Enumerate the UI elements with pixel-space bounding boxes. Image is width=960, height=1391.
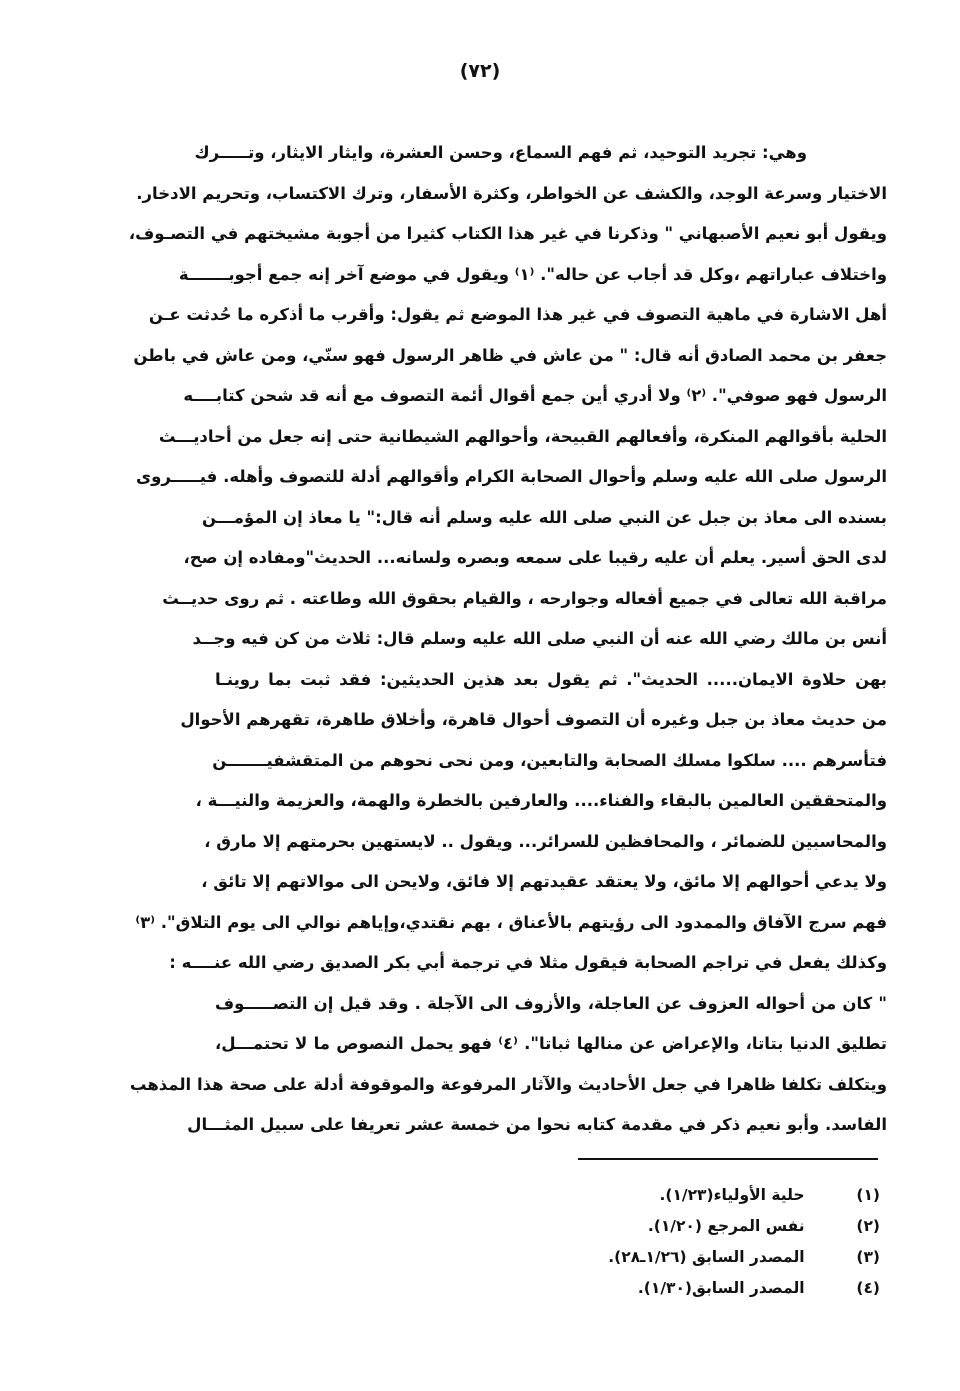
footnote-number: (٢) <box>856 1217 880 1235</box>
body-text <box>128 133 887 1146</box>
page-number: (٧٢) <box>459 60 501 82</box>
text-line: لدى الحق أسير. يعلم أن عليه رقيبا على سمعه وبصره ولسانه... الحديث"ومفاده إن صح، <box>183 548 887 567</box>
text-line: والمحاسبين للضمائر ، والمحافظين للسرائر... ويقول .. لايستهين بحرمتهم إلا مارق ، <box>204 831 887 851</box>
text-line: أهل الاشارة في ماهية التصوف في غير هذا الموضع ثم يقول: وأقرب ما أذكره ما حُدثت عـن <box>148 305 887 324</box>
text-line: جعفر بن محمد الصادق أنه قال: " من عاش في ظاهر الرسول فهو سنّي، ومن عاش في باطن <box>133 345 887 365</box>
text-line: والمتحققين العالمين بالبقاء والفناء.... والعارفين بالخطرة والهمة، والعزيمة والنيـــة ، <box>195 791 887 810</box>
footnote-separator <box>578 1158 878 1160</box>
text-line: من حديث معاذ بن جبل وغيره أن التصوف أحوال قاهرة، وأخلاق طاهرة، تقهرهم الأحوال <box>180 710 887 729</box>
text-line: أنس بن مالك رضي الله عنه أن النبي صلى الله عليه وسلم قال: ثلاث من كن فيه وجــد <box>192 629 887 648</box>
footnotes <box>560 1180 880 1304</box>
text-line: الرسول فهو صوفي". ⁽٢⁾ ولا أدري أين جمع أقوال أئمة التصوف مع أنه قد شحن كتابــــه <box>183 386 887 405</box>
footnote-text: المصدر السابق (١/٢٦ـ٢٨). <box>608 1248 805 1266</box>
footnote-text: المصدر السابق(١/٣٠). <box>637 1279 805 1297</box>
footnote-text: نفس المرجع (١/٢٠). <box>647 1217 805 1235</box>
text-line: فهم سرج الآفاق والممدود الى رؤيتهم بالأعناق ، بهم نقتدي،وإياهم نوالي الى يوم التلاق". ⁽٣⁾ <box>135 912 887 932</box>
text-line: واختلاف عباراتهم ،وكل قد أجاب عن حاله". ⁽١⁾ ويقول في موضع آخر إنه جمع أجوبـــــــة <box>178 264 887 284</box>
text-line: بهن حلاوة الايمان..... الحديث". ثم يقول بعد هذين الحديثين: فقد ثبت بما روينـا <box>215 669 887 689</box>
footnote-number: (١) <box>856 1186 880 1204</box>
footnote <box>560 1273 880 1304</box>
text-line: الرسول صلى الله عليه وسلم وأحوال الصحابة الكرام وأقوالهم أدلة للتصوف وأهله. فيـــــروى <box>135 467 887 486</box>
text-line: الفاسد. وأبو نعيم ذكر في مقدمة كتابه نحوا من خمسة عشر تعريفا على سبيل المثـــال <box>187 1115 887 1134</box>
text-line: مراقبة الله تعالى في جميع أفعاله وجوارحه ، والقيام بحقوق الله وطاعته . ثم روى حديــث <box>162 588 887 608</box>
text-line: الحلية بأقوالهم المنكرة، وأفعالهم القبيحة، وأحوالهم الشيطانية حتى إنه جعل من أحاديـــث <box>158 426 887 446</box>
footnote <box>560 1211 880 1242</box>
text-line: بسنده الى معاذ بن جبل عن النبي صلى الله عليه وسلم أنه قال:" يا معاذ إن المؤمـــن <box>202 507 887 527</box>
text-line: وكذلك يفعل في تراجم الصحابة فيقول مثلا في ترجمة أبي بكر الصديق رضي الله عنــــه : <box>169 953 887 972</box>
text-line: وهي: تجريد التوحيد، ثم فهم السماع، وحسن العشرة، وايثار الايثار، وتـــــرك <box>194 143 807 162</box>
text-line: تطليق الدنيا بتاتا، والإعراض عن منالها ثباتا". ⁽٤⁾ فهو يحمل النصوص ما لا تحتمـــل، <box>215 1034 887 1053</box>
footnote-number: (٣) <box>856 1248 880 1266</box>
footnote <box>560 1180 880 1211</box>
text-line: الاختيار وسرعة الوجد، والكشف عن الخواطر، وكثرة الأسفار، وترك الاكتساب، وتحريم الادخار. <box>136 183 887 203</box>
footnote-text: حلية الأولياء(١/٢٣). <box>659 1186 805 1204</box>
text-line: " كان من أحواله العزوف عن العاجلة، والأزوف الى الآجلة . وقد قيل إن التصـــــوف <box>215 993 887 1013</box>
footnote <box>560 1242 880 1273</box>
text-line: ويقول أبو نعيم الأصبهاني " وذكرنا في غير هذا الكتاب كثيرا من أجوبة مشيختهم في التصـوف، <box>128 224 887 243</box>
text-line: ويتكلف تكلفا ظاهرا في جعل الأحاديث والآثار المرفوعة والموقوفة أدلة على صحة هذا المذهب <box>129 1074 887 1094</box>
text-line: فتأسرهم .... سلكوا مسلك الصحابة والتابعين، ومن نحى نحوهم من المتقشفيـــــــن <box>212 750 887 770</box>
text-line: ولا يدعي أحوالهم إلا مائق، ولا يعتقد عقيدتهم إلا فائق، ولايحن الى موالاتهم إلا تائق ، <box>201 872 887 891</box>
footnote-number: (٤) <box>856 1279 880 1297</box>
